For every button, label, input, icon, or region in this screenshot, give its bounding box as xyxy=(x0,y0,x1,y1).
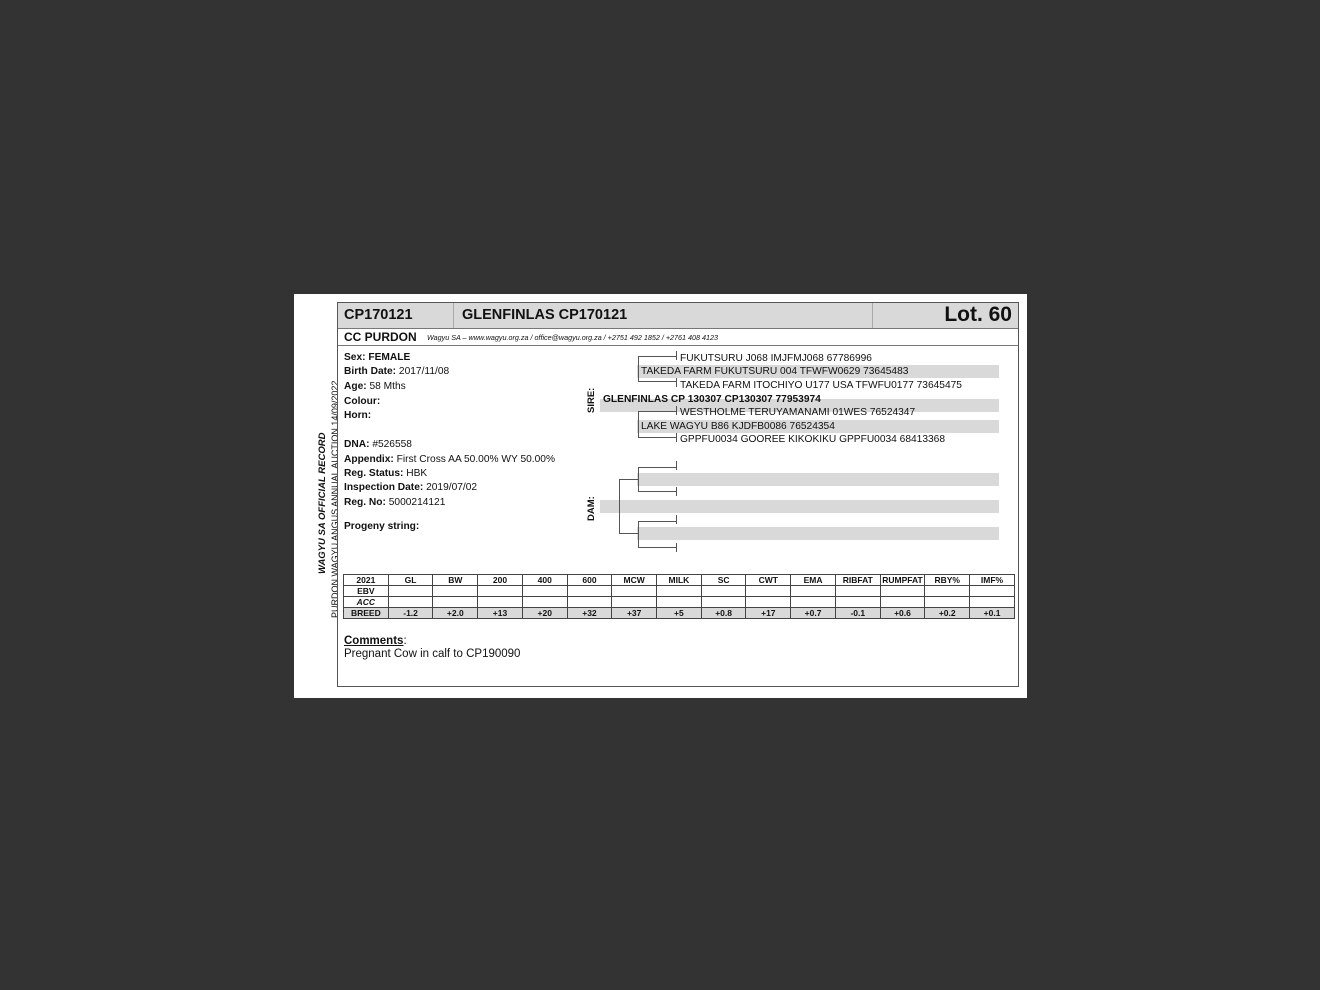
breeder-row xyxy=(338,329,1018,346)
table-cell: +0.2 xyxy=(925,608,970,619)
pedigree-sire-dam: LAKE WAGYU B86 KJDFB0086 76524354 xyxy=(641,421,835,432)
dam-dam-bar xyxy=(637,527,999,540)
contact-info: Wagyu SA – www.wagyu.org.za / office@wagyu.org.za / +2751 492 1852 / +2761 408 4123 xyxy=(427,333,718,342)
table-cell xyxy=(522,597,567,608)
col-header: SC xyxy=(701,575,746,586)
col-header: IMF% xyxy=(970,575,1015,586)
dam-sire-bar xyxy=(637,473,999,486)
conn-line xyxy=(638,356,639,381)
table-cell xyxy=(835,597,880,608)
official-record-title: WAGYU SA OFFICIAL RECORD xyxy=(317,432,328,574)
conn-line xyxy=(638,521,639,547)
table-header-row xyxy=(344,575,1015,586)
conn-line xyxy=(676,351,677,360)
col-header: MCW xyxy=(612,575,657,586)
conn-line xyxy=(619,479,638,480)
conn-line xyxy=(638,491,676,492)
detail-sex: Sex: FEMALE xyxy=(344,352,411,363)
detail-dna: DNA: #526558 xyxy=(344,439,412,450)
detail-horn: Horn: xyxy=(344,410,372,421)
table-cell xyxy=(433,597,478,608)
ebv-row xyxy=(344,586,1015,597)
pedigree-sire-sire: TAKEDA FARM FUKUTSURU 004 TFWFW0629 73645483 xyxy=(641,366,909,377)
conn-line xyxy=(638,381,676,382)
col-header: RUMPFAT xyxy=(880,575,925,586)
title-bar xyxy=(338,303,1018,329)
table-cell: +5 xyxy=(657,608,702,619)
conn-line xyxy=(676,433,677,442)
table-cell xyxy=(388,586,433,597)
ebv-table xyxy=(343,574,1015,619)
table-cell xyxy=(567,586,612,597)
row-label: BREED xyxy=(344,608,389,619)
sire-label: SIRE: xyxy=(586,387,597,413)
table-cell xyxy=(701,586,746,597)
col-header: BW xyxy=(433,575,478,586)
auction-subtitle: PURDON WAGYU ANGUS ANNUAL AUCTION 14/09/2022 xyxy=(330,380,340,618)
detail-reg-status: Reg. Status: HBK xyxy=(344,468,428,479)
conn-line xyxy=(638,411,676,412)
col-header: 600 xyxy=(567,575,612,586)
row-label: EBV xyxy=(344,586,389,597)
comments-heading: Comments: xyxy=(344,635,407,647)
table-cell xyxy=(478,597,523,608)
col-header: 2021 xyxy=(344,575,389,586)
conn-line xyxy=(676,406,677,415)
table-cell: +37 xyxy=(612,608,657,619)
table-cell: -1.2 xyxy=(388,608,433,619)
table-cell: +2.0 xyxy=(433,608,478,619)
table-cell xyxy=(970,586,1015,597)
col-header: RBY% xyxy=(925,575,970,586)
reg-code: CP170121 xyxy=(344,307,413,323)
pedigree-sire-sire-sire: FUKUTSURU J068 IMJFMJ068 67786996 xyxy=(680,353,872,364)
conn-line xyxy=(676,461,677,470)
conn-line xyxy=(676,543,677,552)
conn-line xyxy=(619,533,638,534)
conn-line xyxy=(638,467,676,468)
table-cell xyxy=(657,597,702,608)
col-header: RIBFAT xyxy=(835,575,880,586)
col-header: MILK xyxy=(657,575,702,586)
conn-line xyxy=(638,437,676,438)
table-cell xyxy=(746,586,791,597)
table-cell xyxy=(880,597,925,608)
detail-appendix: Appendix: First Cross AA 50.00% WY 50.00% xyxy=(344,454,556,465)
col-header: EMA xyxy=(791,575,836,586)
conn-line xyxy=(676,487,677,496)
conn-line xyxy=(676,378,677,387)
table-cell xyxy=(880,586,925,597)
pedigree-sire-dam-dam: GPPFU0034 GOOREE KIKOKIKU GPPFU0034 68413368 xyxy=(680,434,946,445)
col-header: 200 xyxy=(478,575,523,586)
table-cell: +0.8 xyxy=(701,608,746,619)
side-caption xyxy=(294,294,338,698)
conn-line xyxy=(619,479,620,533)
pedigree-sire: GLENFINLAS CP 130307 CP130307 77953974 xyxy=(603,394,821,405)
animal-name: GLENFINLAS CP170121 xyxy=(462,307,628,323)
table-cell xyxy=(791,586,836,597)
table-cell: +0.7 xyxy=(791,608,836,619)
table-cell xyxy=(478,586,523,597)
table-cell xyxy=(388,597,433,608)
animal-card xyxy=(337,302,1019,687)
record-sheet xyxy=(294,294,1027,698)
table-cell xyxy=(567,597,612,608)
row-label: ACC xyxy=(344,597,389,608)
conn-line xyxy=(638,521,676,522)
pedigree-sire-sire-dam: TAKEDA FARM ITOCHIYO U177 USA TFWFU0177 73645475 xyxy=(680,380,962,391)
dam-bar xyxy=(600,500,999,513)
table-cell: +32 xyxy=(567,608,612,619)
detail-reg-no: Reg. No: 5000214121 xyxy=(344,497,446,508)
conn-line xyxy=(638,411,639,437)
table-cell xyxy=(522,586,567,597)
pedigree-sire-dam-sire: WESTHOLME TERUYAMANAMI 01WES 76524347 xyxy=(680,407,916,418)
table-cell xyxy=(746,597,791,608)
table-cell xyxy=(612,586,657,597)
detail-progeny-string: Progeny string: xyxy=(344,521,420,532)
table-cell xyxy=(701,597,746,608)
table-cell xyxy=(925,586,970,597)
table-cell xyxy=(835,586,880,597)
table-cell: +0.6 xyxy=(880,608,925,619)
table-cell xyxy=(791,597,836,608)
breed-row xyxy=(344,608,1015,619)
comments-text: Pregnant Cow in calf to CP190090 xyxy=(344,648,521,660)
animal-name-cell xyxy=(454,303,873,328)
table-cell xyxy=(433,586,478,597)
table-cell: -0.1 xyxy=(835,608,880,619)
table-cell: +20 xyxy=(522,608,567,619)
conn-line xyxy=(638,356,676,357)
table-cell: +0.1 xyxy=(970,608,1015,619)
table-cell: +13 xyxy=(478,608,523,619)
detail-inspection-date: Inspection Date: 2019/07/02 xyxy=(344,482,478,493)
table-cell: +17 xyxy=(746,608,791,619)
table-cell xyxy=(970,597,1015,608)
detail-age: Age: 58 Mths xyxy=(344,381,406,392)
detail-birth-date: Birth Date: 2017/11/08 xyxy=(344,366,450,377)
table-cell xyxy=(612,597,657,608)
reg-code-cell xyxy=(338,303,454,328)
dam-label: DAM: xyxy=(586,496,597,521)
breeder-name: CC PURDON xyxy=(344,330,417,344)
col-header: GL xyxy=(388,575,433,586)
acc-row xyxy=(344,597,1015,608)
table-cell xyxy=(657,586,702,597)
detail-colour: Colour: xyxy=(344,396,381,407)
table-cell xyxy=(925,597,970,608)
conn-line xyxy=(638,467,639,491)
conn-line xyxy=(676,515,677,524)
col-header: CWT xyxy=(746,575,791,586)
lot-number: Lot. 60 xyxy=(944,303,1012,326)
conn-line xyxy=(638,547,676,548)
col-header: 400 xyxy=(522,575,567,586)
